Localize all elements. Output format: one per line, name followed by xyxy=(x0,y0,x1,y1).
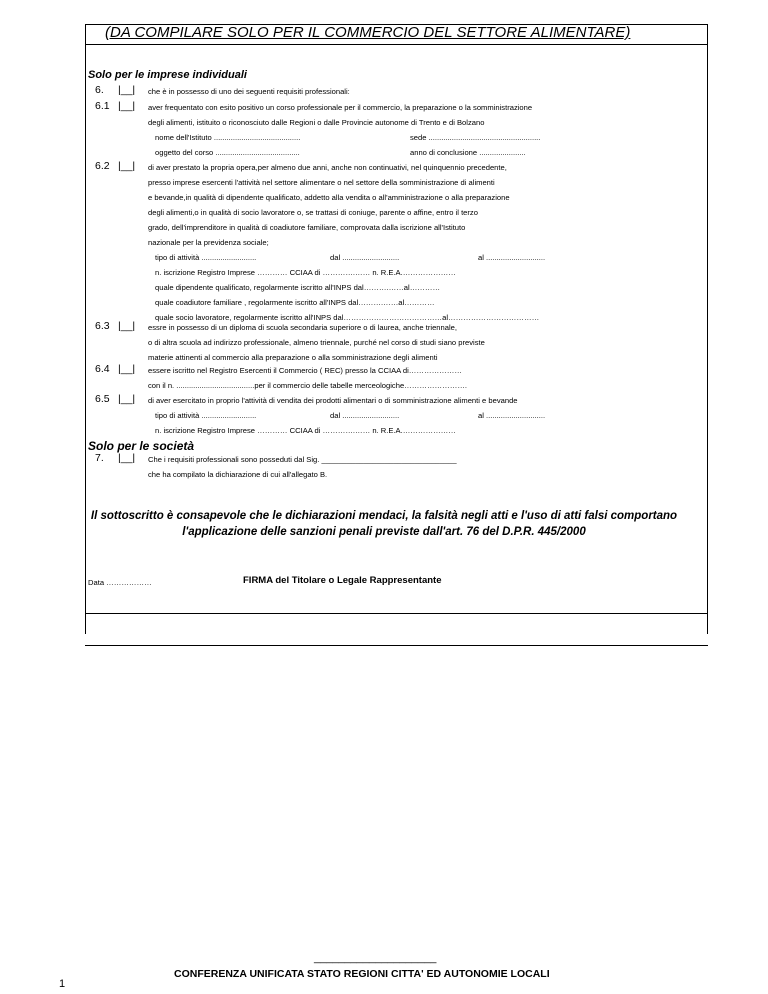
req-6-1-text-line: aver frequentato con esito positivo un corso professionale per il commercio, la preparazione o la somministrazione xyxy=(148,103,533,112)
req-7-checkbox[interactable]: |__| xyxy=(118,452,136,464)
separator-line xyxy=(85,645,708,646)
footer-rule: ____________________ xyxy=(314,952,437,964)
page-number: 1 xyxy=(59,978,66,990)
req-6-2-text-line: grado, dell'imprenditore in qualità di coadiutore familiare, comprovata dalla iscrizione all'Istituto xyxy=(148,223,466,232)
req-6-2-text-line: degli alimenti,o in qualità di socio lavoratore o, se trattasi di coniuge, parente o affine, entro il terzo xyxy=(148,208,478,217)
data-field[interactable]: Data ……………… xyxy=(88,578,152,587)
declaration-line: l'applicazione delle sanzioni penali previste dall'art. 76 del D.P.R. 445/2000 xyxy=(182,526,586,538)
req-6-2-text-line: nazionale per la previdenza sociale; xyxy=(148,238,269,247)
dal-field[interactable]: dal ........................... xyxy=(330,411,400,420)
frame-left xyxy=(85,24,86,634)
form-title: (DA COMPILARE SOLO PER IL COMMERCIO DEL SETTORE ALIMENTARE) xyxy=(105,24,631,41)
section-individual-heading: Solo per le imprese individuali xyxy=(88,69,247,81)
req-6-3-number: 6.3 xyxy=(95,320,110,332)
tipo-attivita-field[interactable]: tipo di attività .......................... xyxy=(155,411,257,420)
dal-field[interactable]: dal ........................... xyxy=(330,253,400,262)
req-6-3-checkbox[interactable]: |__| xyxy=(118,320,136,332)
declaration-line: Il sottoscritto è consapevole che le dichiarazioni mendaci, la falsità negli atti e l'uso di atti falsi comportano xyxy=(90,510,678,522)
title-divider xyxy=(85,44,708,45)
req-6-5-text: di aver esercitato in proprio l'attività di vendita dei prodotti alimentari o di somministrazione alimenti e bevande xyxy=(148,396,518,405)
req-6-2-text-line: e bevande,in qualità di dipendente qualificato, addetto alla vendita o all'amministrazione o alla preparazione xyxy=(148,193,510,202)
signature-divider xyxy=(85,613,708,614)
section-company-heading: Solo per le società xyxy=(88,439,195,453)
req-7-number: 7. xyxy=(95,452,104,464)
req-6-2-number: 6.2 xyxy=(95,160,110,172)
sede-field[interactable]: sede ..................................................... xyxy=(410,133,541,142)
req-6-4-checkbox[interactable]: |__| xyxy=(118,363,136,375)
req-6-3-text-line: essre in possesso di un diploma di scuola secondaria superiore o di laurea, anche triennale, xyxy=(148,323,457,332)
req-6-3-text-line: o di altra scuola ad indirizzo professionale, almeno triennale, purché nel corso di studi siano previste xyxy=(148,338,485,347)
req-6-2-checkbox[interactable]: |__| xyxy=(118,160,136,172)
frame-right xyxy=(707,24,708,634)
req-6-1-checkbox[interactable]: |__| xyxy=(118,100,136,112)
dipendente-inps-field[interactable]: quale dipendente qualificato, regolarmente iscritto all'INPS dal……….……al………… xyxy=(155,283,441,292)
req-6-4-number: 6.4 xyxy=(95,363,110,375)
req-6-1-number: 6.1 xyxy=(95,100,110,112)
req-6-5-number: 6.5 xyxy=(95,393,110,405)
registro-imprese-field[interactable]: n. iscrizione Registro Imprese ………… CCIAA di ………….…… n. R.E.A.………………… xyxy=(155,268,456,277)
anno-field[interactable]: anno di conclusione ...................... xyxy=(410,148,526,157)
req-6-3-text-line: materie attinenti al commercio alla preparazione o alla somministrazione degli alimenti xyxy=(148,353,438,362)
oggetto-field[interactable]: oggetto del corso ........................................ xyxy=(155,148,300,157)
req-7-text-2: che ha compilato la dichiarazione di cui all'allegato B. xyxy=(148,470,328,479)
istituto-field[interactable]: nome dell'Istituto ......................................... xyxy=(155,133,301,142)
req-6-5-checkbox[interactable]: |__| xyxy=(118,393,136,405)
tipo-attivita-field[interactable]: tipo di attività .......................... xyxy=(155,253,257,262)
req-6-2-text-line: presso imprese esercenti l'attività nel settore alimentare o nel settore della somministrazione di alimenti xyxy=(148,178,495,187)
registro-imprese-field[interactable]: n. iscrizione Registro Imprese ………… CCIAA di ………….…… n. R.E.A.………………… xyxy=(155,426,456,435)
al-field[interactable]: al ............................ xyxy=(478,253,546,262)
socio-inps-field[interactable]: quale socio lavoratore, regolarmente iscritto all'INPS dal…………………………………al……………………………… xyxy=(155,313,540,322)
req-6-text: che è in possesso di uno dei seguenti requisiti professionali: xyxy=(148,87,350,96)
req-6-checkbox[interactable]: |__| xyxy=(118,84,136,96)
req-6-4-text-line: essere iscritto nel Registro Esercenti il Commercio ( REC) presso la CCIAA di………………… xyxy=(148,366,462,375)
req-6-number: 6. xyxy=(95,84,104,96)
footer-text: CONFERENZA UNIFICATA STATO REGIONI CITTA' ED AUTONOMIE LOCALI xyxy=(174,968,550,980)
req-6-4-text-line: con il n. .....................................per il commercio delle tabelle merceologiche……………………. xyxy=(148,381,468,390)
al-field[interactable]: al ............................ xyxy=(478,411,546,420)
req-6-1-text-line: degli alimenti, istituito o riconosciuto dalle Regioni o dalle Provincie autonome di Trento e di Bolzano xyxy=(148,118,485,127)
coadiutore-inps-field[interactable]: quale coadiutore familiare , regolarmente iscritto all'INPS dal……….……al………… xyxy=(155,298,435,307)
req-7-text[interactable]: Che i requisiti professionali sono posseduti dal Sig. ________________________________ xyxy=(148,455,457,464)
req-6-2-text-line: di aver prestato la propria opera,per almeno due anni, anche non continuativi, nel quinquennio precedente, xyxy=(148,163,507,172)
firma-label: FIRMA del Titolare o Legale Rappresentante xyxy=(243,575,442,586)
